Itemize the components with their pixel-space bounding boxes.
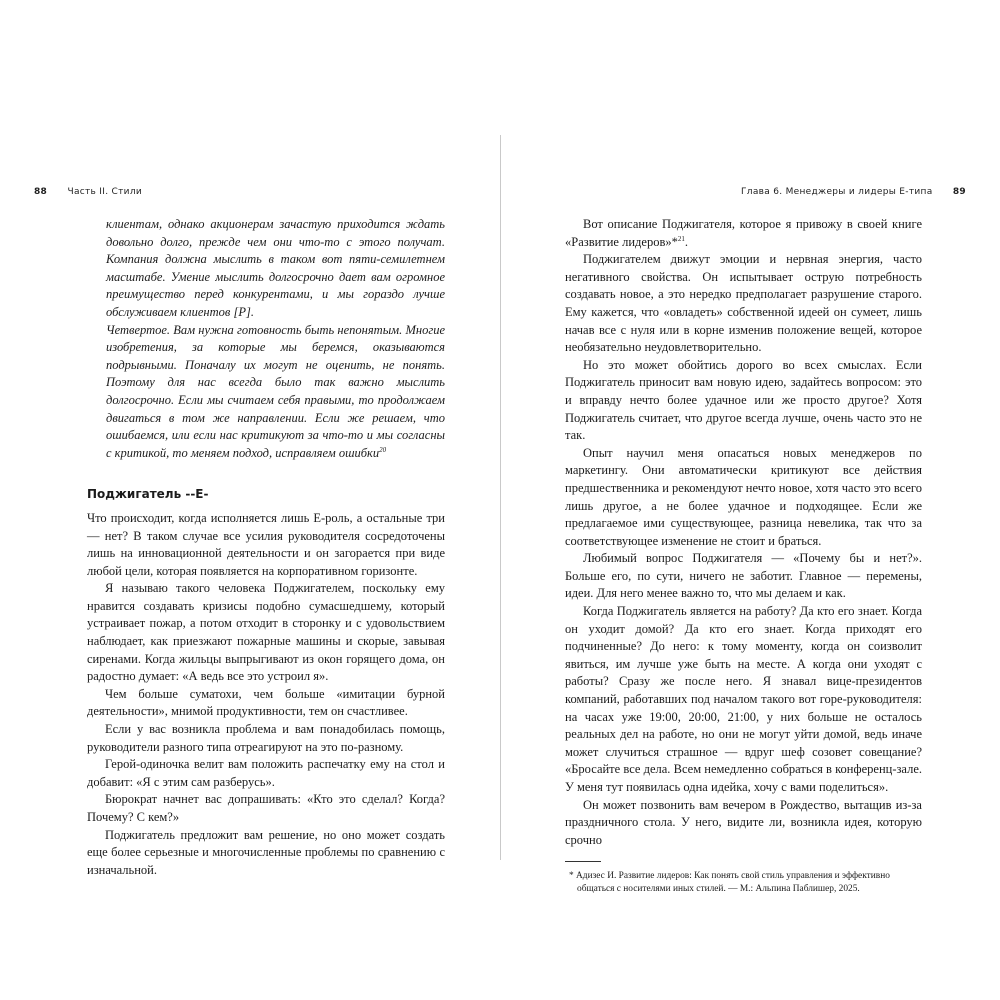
body-paragraph: Любимый вопрос Поджигателя — «Почему бы и нет?». Больше его, по сути, ничего не заботит. Главное — перемены, идеи. Для него менее важно то, что мы делаем и как.	[565, 551, 922, 601]
quote-paragraph: Четвертое. Вам нужна готовность быть непонятым. Многие изобретения, за которые мы беремся, оказываются подрывными. Поначалу их могут не оценить, не понять. Поэтому для нас всегда было так важно мыслить долгосрочно. Если мы считаем себя правыми, то продолжаем двигаться в том же направлении. Если же решаем, что ошибаемся, или если нас критикуют за что-то и мы согласны с критикой, то меняем подход, исправляем ошибки$^{20}$	[106, 322, 445, 460]
body-paragraph: Вот описание Поджигателя, которое я привожу в своей книге «Развитие лидеров»*$^{21}$.	[565, 217, 922, 249]
footnote-ref: 20	[379, 445, 387, 454]
right-header-title: Глава 6. Менеджеры и лидеры E-типа	[741, 187, 933, 197]
section-heading: Поджигатель --E-	[87, 487, 209, 502]
body-paragraph: Герой-одиночка велит вам положить распечатку ему на стол и добавит: «Я с этим сам разберусь».	[87, 757, 445, 789]
body-paragraph: Но это может обойтись дорого во всех смыслах. Если Поджигатель приносит вам новую идею, задайтесь вопросом: это и вправду нечто более удачное или же просто другое? Хотя Поджигатель считает, что другое всегда лучше, очень часто это не так.	[565, 357, 922, 443]
body-paragraph: Если у вас возникла проблема и вам понадобилась помощь, руководители разного типа отреагируют на это по-разному.	[87, 722, 445, 754]
body-paragraph: Когда Поджигатель является на работу? Да кто его знает. Когда он уходит домой? Да кто его знает. Когда приходят его подчиненные? До него: к тому моменту, когда он соизволит явиться, им лучше уже быть на месте. А когда они уходят с работы? Сразу же после него. Я знавал вице-президентов компаний, работавших под началом такого вот горе-руководителя: на часах уже 19:00, 20:00, 21:00, у них больше не осталось реальных дел на работе, но они не могут уйти домой, ведь иначе может случиться страшное — вдруг шеф созовет совещание? «Бросайте все дела. Всем немедленно собраться в конференц-зале. У меня тут появилась одна идейка, хочу с вами поделиться».	[565, 604, 922, 794]
body-paragraph: Чем больше суматохи, чем больше «имитации бурной деятельности», мнимой продуктивности, тем он счастливее.	[87, 686, 445, 719]
footnote-ref: 21	[677, 234, 685, 243]
footnote: * Адизес И. Развитие лидеров: Как понять свой стиль управления и эффективно общаться с носителями иных стилей. — М.: Альпина Паблишер, 2025.	[569, 871, 890, 894]
right-running-header	[741, 187, 966, 197]
body-paragraph: Опыт научил меня опасаться новых менеджеров по маркетингу. Они автоматически критикуют все действия предшественника и рекомендуют нечто новое, хотя часто это всего лишь другое, а не более удачное и подходящее. Если же предлагаемое ими существующее, разница невелика, так что за соответствующее изменение не стоит и браться.	[565, 445, 922, 548]
body-paragraph: Что происходит, когда исполняется лишь E-роль, а остальные три — нет? В таком случае все усилия руководителя сосредоточены лишь на инновационной деятельности и он загорается при виде любой цели, которая появляется на корпоративном горизонте.	[87, 510, 445, 578]
right-page	[500, 0, 1000, 1000]
right-body-text	[565, 216, 922, 895]
body-paragraph: Он может позвонить вам вечером в Рождество, вытащив из-за праздничного стола. У него, видите ли, возникла идея, которую срочно	[565, 797, 922, 847]
right-page-number: 89	[952, 187, 966, 197]
body-paragraph: Я называю такого человека Поджигателем, поскольку ему нравится создавать кризисы подобно сумасшедшему, который устраивает пожар, а потом отходит в сторонку и с удовольствием наблюдает, как приезжают пожарные машины и скорые, завывая сиренами. Когда жильцы выпрыгивают из окон горящего дома, он радостно думает: «А ведь все это устроил я».	[87, 581, 445, 684]
left-page-number: 88	[34, 187, 48, 197]
footnote-divider	[565, 861, 601, 862]
body-paragraph: Бюрократ начнет вас допрашивать: «Кто это сделал? Когда? Почему? С кем?»	[87, 792, 445, 824]
left-body-text	[87, 216, 445, 879]
left-header-title: Часть II. Стили	[67, 187, 143, 197]
body-paragraph: Поджигателем движут эмоции и нервная энергия, часто негативного свойства. Он испытывает острую потребность создавать новое, а это нередко предполагает разрушение старого. Ему кажется, что «овладеть» собственной идеей он сумеет, лишь начав все с нуля или в корне изменив положение вещей, которое необязательно неудовлетворительно.	[565, 252, 922, 355]
body-paragraph: Поджигатель предложит вам решение, но оно может создать еще более серьезные и многочисленные проблемы по сравнению с изначальной.	[87, 827, 445, 877]
quote-paragraph: клиентам, однако акционерам зачастую приходится ждать довольно долго, прежде чем они что-то с этого получат. Компания должна мыслить в таком вот пяти-семилетнем масштабе. Умение мыслить долгосрочно дает вам огромное преимущество перед конкурентами, и мы гораздо лучше обслуживаем клиентов [P].	[106, 217, 445, 319]
left-running-header	[34, 187, 142, 197]
